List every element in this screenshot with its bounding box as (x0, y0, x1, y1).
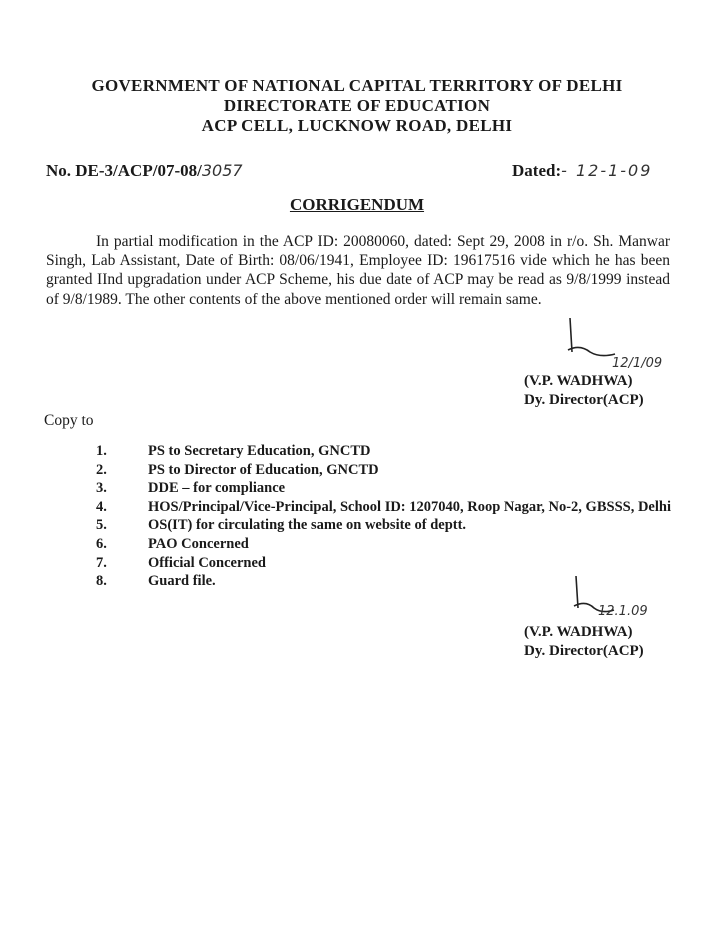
signatory-name-2: (V.P. WADHWA) (524, 624, 633, 640)
dated-value-handwritten: - 12-1-09 (561, 161, 653, 180)
list-item-number: 3. (96, 480, 107, 497)
list-item-text: HOS/Principal/Vice-Principal, School ID: 1207040, Roop Nagar, No-2, GBSSS, Delhi (148, 498, 671, 515)
signature-1-handwritten-date: 12/1/09 (612, 356, 663, 371)
list-item-number: 1. (96, 443, 107, 459)
signatory-designation-1: Dy. Director(ACP) (524, 392, 644, 408)
list-item-text: PS to Director of Education, GNCTD (148, 461, 379, 478)
copy-distribution-list (96, 442, 676, 591)
list-item-text: Official Concerned (148, 554, 266, 571)
list-item (96, 516, 676, 535)
copy-to-label: Copy to (44, 412, 94, 429)
list-item (96, 535, 676, 554)
list-item-number: 7. (96, 554, 107, 571)
letterhead (0, 76, 714, 136)
dated-label: Dated: (512, 161, 562, 180)
list-item (96, 554, 676, 573)
corrigendum-body: In partial modification in the ACP ID: 20080060, dated: Sept 29, 2008 in r/o. Sh. Manwar Singh, Lab Assistant, Date of Birth: 08/06/1941, Employee ID: 19617516 vide which he has been granted IInd upgradation under ACP Scheme, his due date of ACP may be read as 9/8/1999 instead of 9/8/1989. The other contents of the above mentioned order will remain same. (46, 233, 670, 308)
dated-field (512, 161, 652, 181)
signatory-name-1: (V.P. WADHWA) (524, 373, 633, 389)
reference-number (46, 161, 243, 181)
list-item (96, 498, 676, 517)
list-item-text: OS(IT) for circulating the same on website of deptt. (148, 517, 467, 534)
list-item-number: 8. (96, 573, 107, 590)
letterhead-government: GOVERNMENT OF NATIONAL CAPITAL TERRITORY OF DELHI (91, 76, 623, 95)
list-item-number: 2. (96, 461, 107, 478)
list-item-text: PS to Secretary Education, GNCTD (148, 443, 371, 459)
signature-block-1 (524, 372, 644, 410)
letterhead-office: ACP CELL, LUCKNOW ROAD, DELHI (201, 116, 513, 135)
signatory-designation-2: Dy. Director(ACP) (524, 643, 644, 659)
list-item-number: 5. (96, 517, 107, 534)
list-item (96, 442, 676, 461)
document-title: CORRIGENDUM (289, 195, 425, 214)
list-item (96, 461, 676, 480)
list-item-text: DDE – for compliance (148, 480, 286, 497)
reference-number-printed: No. DE-3/ACP/07-08/ (46, 161, 202, 180)
list-item-text: Guard file. (148, 573, 216, 590)
list-item-text: PAO Concerned (148, 535, 249, 552)
reference-number-handwritten: 3057 (201, 161, 243, 180)
list-item (96, 479, 676, 498)
signature-block-2 (524, 623, 644, 661)
signature-2-handwritten-date: 12.1.09 (598, 604, 648, 619)
list-item-number: 4. (96, 498, 107, 515)
letterhead-directorate: DIRECTORATE OF EDUCATION (223, 96, 491, 115)
list-item-number: 6. (96, 535, 107, 552)
